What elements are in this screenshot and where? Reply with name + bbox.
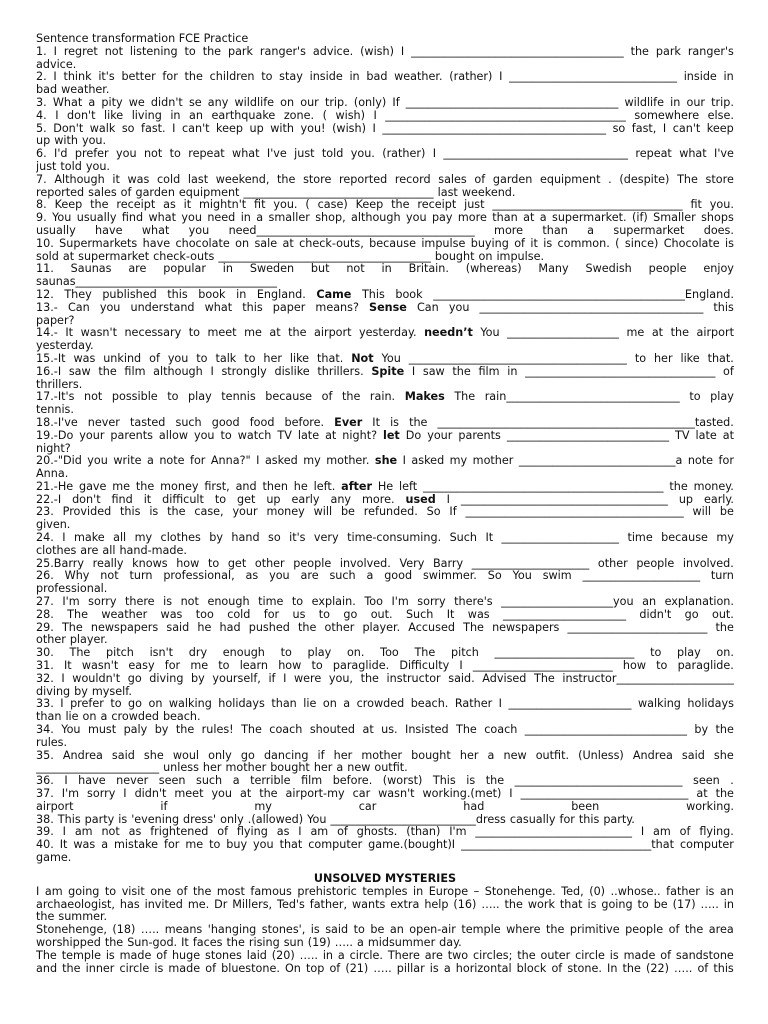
- exercise-line: other player.: [36, 634, 108, 647]
- exercise-line: 37. I'm sorry I didn't meet you at the airport-my car wasn't working.(met) I ______________________________ at the: [36, 788, 734, 801]
- exercise-line: Anna.: [36, 468, 69, 481]
- exercise-line: 7. Although it was cold last weekend, the store reported record sales of garden equipment . (despite) The store: [36, 173, 734, 186]
- exercise-line: 38. This party is 'evening dress' only .(allowed) You __________________________dress casually for this party.: [36, 813, 635, 826]
- exercise-line: game.: [36, 852, 72, 864]
- exercise-line: 8. Keep the receipt as it mightn't fit you. ( case) Keep the receipt just __________________________________ fit you.: [36, 199, 734, 212]
- exercise-line: rules.: [36, 736, 68, 749]
- exercise-line: 29. The newspapers said he had pushed the other player. Accused The newspapers _________________________ the: [36, 621, 734, 634]
- exercise-line: saunas____________________________________: [36, 276, 277, 289]
- exercise-line: given.: [36, 519, 71, 532]
- exercise-line: 4. I don't like living in an earthquake zone. ( wish) I ___________________________________________ somewhere else.: [36, 109, 734, 122]
- exercise-line: 11. Saunas are popular in Sweden but not in Britain. (whereas) Many Swedish people enjoy: [36, 263, 734, 276]
- exercise-line: advice.: [36, 58, 77, 71]
- exercise-line: paper?: [36, 314, 75, 327]
- exercise-line: professional.: [36, 583, 108, 596]
- passage-line: archaeologist, has invited me. Dr Millers, Ted's father, wants extra help (16) ….. the work that is going to be (17) ….. in: [36, 898, 734, 911]
- exercise-line: clothes are all hand-made.: [36, 544, 187, 557]
- exercise-line: 13.- Can you understand what this paper means? Sense Can you ________________________________________ this: [36, 301, 734, 314]
- exercise-line: 23. Provided this is the case, your money will be refunded. So If _______________________________________ will be: [36, 506, 734, 519]
- exercise-line: 31. It wasn't easy for me to learn how to paraglide. Difficulty I _________________________ how to paraglide.: [36, 660, 734, 673]
- passage-line: worshipped the Sun-god. It faces the rising sun (19) ….. a midsummer day.: [36, 936, 462, 949]
- exercise-line: 40. It was a mistake for me to buy you that computer game.(bought)I __________________________________that computer: [36, 839, 734, 852]
- exercise-line: usually have what you need_______________________________________ more than a supermarket does.: [36, 224, 734, 237]
- exercise-line: diving by myself.: [36, 685, 132, 698]
- exercise-line: 17.-It's not possible to play tennis because of the rain. Makes The rain_______________________________ to play: [36, 391, 734, 404]
- exercise-line: 24. I make all my clothes by hand so it's very time-consuming. Such It _____________________ time because my: [36, 532, 734, 545]
- exercise-line: 6. I'd prefer you not to repeat what I've just told you. (rather) I _________________________________ repeat what I've: [36, 148, 734, 161]
- exercise-line: 27. I'm sorry there is not enough time to explain. Too I'm sorry there's ____________________you an explanation.: [36, 596, 734, 609]
- exercise-line: 25.Barry really knows how to get other people involved. Very Barry _____________________ other people involved.: [36, 557, 734, 570]
- exercise-line: 9. You usually find what you need in a smaller shop, although you pay more than at a supermarket. (if) Smaller shops: [36, 212, 734, 225]
- exercise-line: just told you.: [36, 160, 110, 173]
- exercise-line: 21.-He gave me the money first, and then he left. after He left ___________________________________________ the money.: [36, 480, 734, 493]
- exercise-line: bad weather.: [36, 84, 110, 97]
- exercise-line: 33. I prefer to go on walking holidays than lie on a crowded beach. Rather I ______________________ walking holidays: [36, 698, 734, 711]
- exercise-line: 14.- It wasn't necessary to meet me at the airport yesterday. needn’t You ____________________ me at the airport: [36, 327, 734, 340]
- exercise-line: ______________________ unless her mother bought her a new outfit.: [36, 762, 408, 775]
- exercise-line: tennis.: [36, 404, 74, 417]
- exercise-line: 26. Why not turn professional, as you are such a good swimmer. So You swim _____________________ turn: [36, 570, 734, 583]
- exercise-line: airport if my car had been working.: [36, 800, 734, 813]
- passage-line: The temple is made of huge stones laid (20) ….. in a circle. There are two circles; the outer circle is made of sandstone: [36, 949, 734, 962]
- exercise-line: 22.-I don't find it difficult to get up early any more. used I _____________________________________ up early.: [36, 493, 734, 506]
- exercise-line: 3. What a pity we didn't se any wildlife on our trip. (only) If ______________________________________ wildlife in our trip.: [36, 96, 734, 109]
- exercise-line: 30. The pitch isn't dry enough to play on. Too The pitch _________________________ to play on.: [36, 647, 734, 660]
- exercise-line: sold at supermarket check-outs ______________________________________ bought on impulse.: [36, 250, 545, 263]
- exercise-line: than lie on a crowded beach.: [36, 711, 201, 724]
- exercise-list: [36, 46, 734, 865]
- exercise-line: reported sales of garden equipment __________________________________ last weekend.: [36, 186, 516, 199]
- passage-body: [36, 886, 734, 976]
- passage-line: I am going to visit one of the most famous prehistoric temples in Europe – Stonehenge. Ted, (0) ..whose.. father is an: [36, 885, 734, 898]
- exercise-line: 39. I am not as frightened of flying as I am of ghosts. (than) I'm ____________________________ I am of flying.: [36, 826, 734, 839]
- exercise-line: thrillers.: [36, 378, 83, 391]
- worksheet: [36, 33, 734, 865]
- exercise-line: 20.-"Did you write a note for Anna?" I asked my mother. she I asked my mother ____________________________a note for: [36, 455, 734, 468]
- passage-line: the summer.: [36, 911, 108, 924]
- exercise-line: yesterday.: [36, 340, 94, 353]
- exercise-line: 16.-I saw the film although I strongly dislike thrillers. Spite I saw the film in __________________________________ of: [36, 365, 734, 378]
- exercise-line: 28. The weather was too cold for us to go out. Such It was ______________________ didn't go out.: [36, 608, 734, 621]
- exercise-line: 36. I have never seen such a terrible film before. (worst) This is the ______________________________ seen .: [36, 775, 734, 788]
- exercise-line: 10. Supermarkets have chocolate on sale at check-outs, because impulse buying of it is common. ( since) Chocolate is: [36, 237, 734, 250]
- exercise-line: 15.-It was unkind of you to talk to her like that. Not You _______________________________________ to her like that.: [36, 352, 734, 365]
- exercise-line: night?: [36, 442, 71, 455]
- exercise-line: up with you.: [36, 135, 107, 148]
- exercise-line: 18.-I've never tasted such good food before. Ever It is the ______________________________________________tasted.: [36, 416, 734, 429]
- passage-title: UNSOLVED MYSTERIES: [313, 872, 457, 885]
- exercise-line: 32. I wouldn't go diving by yourself, if I were you, the instructor said. Advised The instructor_____________________: [36, 672, 734, 685]
- passage-line: and the inner circle is made of bluestone. On top of (21) ….. pillar is a horizontal block of stone. In the (22) ….. of this: [36, 962, 734, 975]
- passage-line: Stonehenge, (18) ….. means 'hanging stones', is said to be an open-air temple where the primitive people of the area: [36, 924, 734, 937]
- exercise-line: 35. Andrea said she woul only go dancing if her mother bought her a new outfit. (Unless) Andrea said she: [36, 749, 734, 762]
- worksheet-title: Sentence transformation FCE Practice: [36, 32, 249, 45]
- exercise-line: 2. I think it's better for the children to stay inside in bad weather. (rather) I ______________________________ inside in: [36, 71, 734, 84]
- exercise-line: 5. Don't walk so fast. I can't keep up with you! (wish) I ________________________________________ so fast, I can't keep: [36, 122, 734, 135]
- exercise-line: 1. I regret not listening to the park ranger's advice. (wish) I ______________________________________ the park ranger's: [36, 45, 734, 58]
- exercise-line: 34. You must paly by the rules! The coach shouted at us. Insisted The coach _____________________________ by the: [36, 724, 734, 737]
- reading-passage: [36, 873, 734, 975]
- exercise-line: 12. They published this book in England. Came This book _____________________________________________England.: [36, 288, 734, 301]
- exercise-line: 19.-Do your parents allow you to watch TV late at night? let Do your parents _____________________________ TV late at: [36, 429, 734, 442]
